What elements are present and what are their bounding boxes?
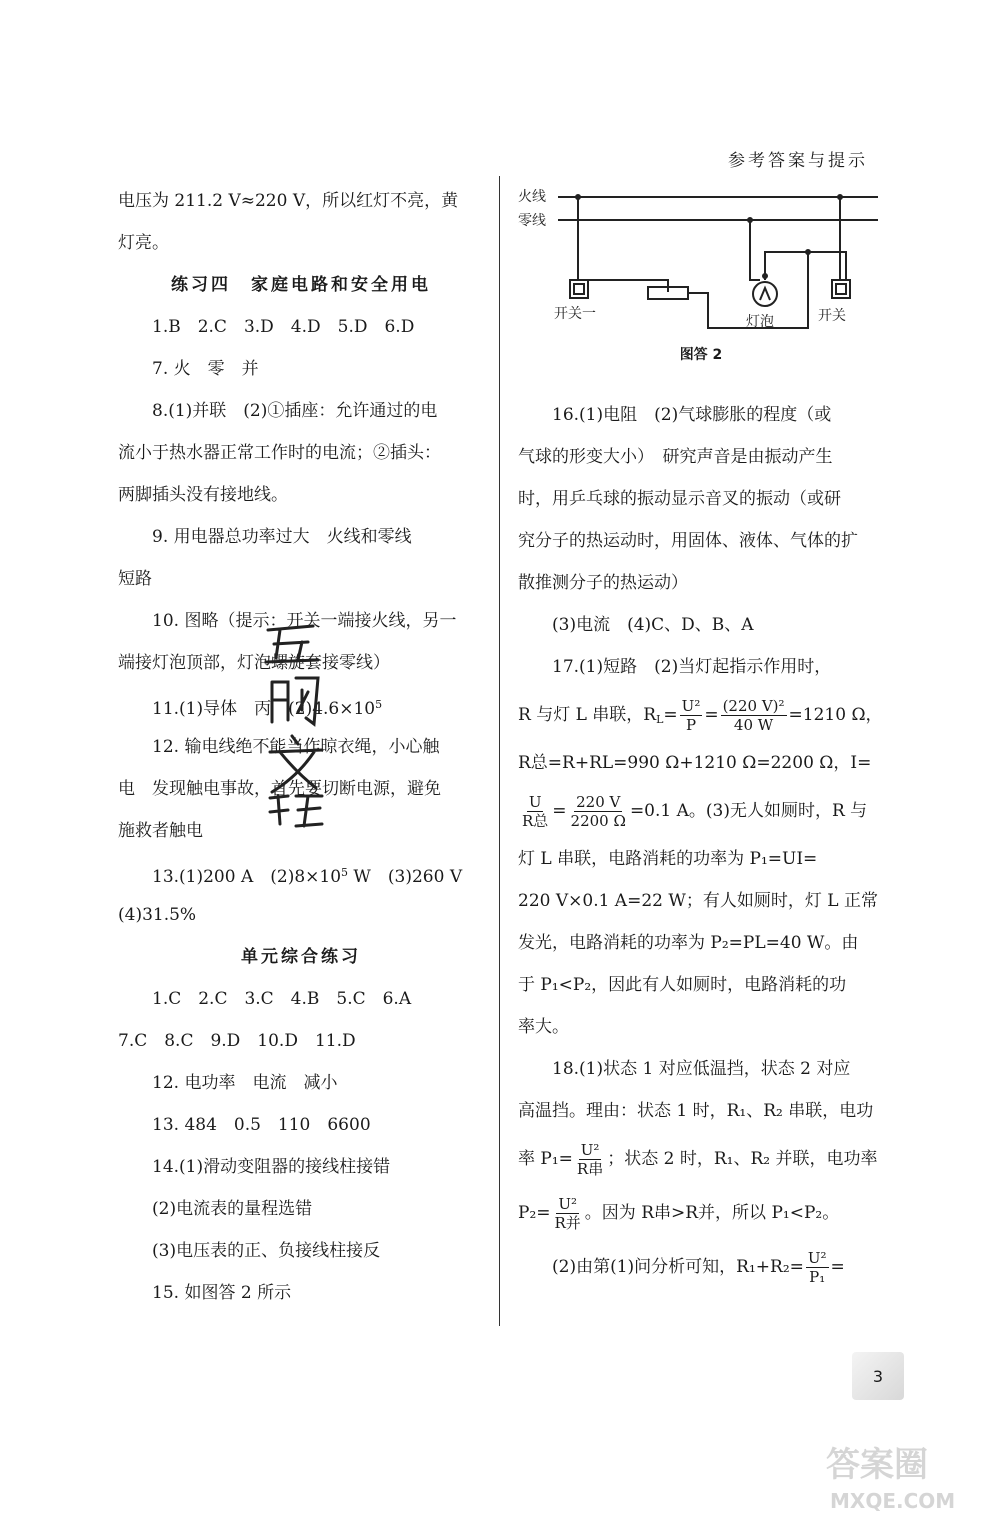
answer-line: 短路 [118,569,152,589]
numerator: U [528,793,542,811]
answer-line [118,852,484,894]
numerator: 220 V [576,793,621,811]
fraction [569,793,628,830]
denominator: R串 [576,1160,604,1178]
formula-text: (2)由第(1)问分析可知，R₁+R₂= [552,1257,804,1277]
watermark-site: MXQE.COM [830,1489,956,1513]
answer-text: 13.(1)200 A (2)8×10 [152,867,342,887]
numerator: U² [807,1249,827,1267]
page-number-tab [852,1352,904,1400]
formula-line [518,1132,884,1186]
formula-text: R 与灯 L 串联，R [518,705,657,725]
watermark-brand: 答案圈 [826,1445,928,1485]
switch-two-label: 开关 [818,308,846,324]
answer-text: 11.(1)导体 丙 (2)4.6×10 [152,699,376,719]
answer-line: 14.(1)滑动变阻器的接线柱接错 [152,1157,391,1177]
section-title: 单元综合练习 [241,947,361,967]
neutral-wire-label: 零线 [518,213,546,229]
answer-line: 16.(1)电阻 (2)气球膨胀的程度（或 [552,405,832,425]
formula-line: $\frac{U}{\text{R总}}$ = $\frac{220 V}{2200 \Omega}$ =0.1 A。(3)无人如厕时，R 与 [522,793,868,830]
switch-one-label: 开关一 [554,306,596,322]
text-line: 灯亮。 [118,233,169,253]
answer-line: 10. 图略（提示：开关一端接火线，另一 [152,611,457,631]
column-divider [499,176,500,1326]
denominator: R总 [522,812,549,830]
answer-line: 施救者触电 [118,821,203,841]
answer-line: 12. 输电线绝不能当作晾衣绳，小心触 [152,737,440,757]
formula-line: R 与灯 L 串联，$R_L=$ $\frac{\text{U²}}{P}$ = $\frac{\text{(220 V)²}}{40 W}$ =1210 Ω， [518,697,883,734]
bulb-label: 灯泡 [746,314,774,330]
fraction [680,697,703,734]
formula-text: 率 P₁= [518,1149,573,1169]
answer-line: (2)电流表的量程选错 [152,1199,313,1219]
numerator: U² [681,697,701,715]
answer-line: 13. 484 0.5 110 6600 [152,1115,371,1135]
fraction [553,1195,583,1232]
denominator: 40 W [733,716,774,734]
figure-caption: 图答 2 [679,347,723,363]
numerator: U² [580,1141,600,1159]
answer-line: 7. 火 零 并 [152,359,259,379]
formula-line: R总=R+RL=990 Ω+1210 Ω=2200 Ω，I= [518,753,872,773]
answer-line: 220 V×0.1 A=22 W；有人如厕时，灯 L 正常 [518,891,878,911]
switch-two-symbol [832,280,850,298]
formula-text: =0.1 A。(3)无人如厕时，R 与 [629,801,868,821]
exponent: 5 [375,698,383,711]
numerator: (220 V)² [722,697,785,715]
answer-line: 于 P₁<P₂，因此有人如厕时，电路消耗的功 [518,975,847,995]
answer-line: 气球的形变大小） 研究声音是由振动产生 [518,447,833,467]
answer-line: 率大。 [518,1017,569,1037]
handwritten-note [258,612,338,832]
answer-line: 两脚插头没有接地线。 [118,485,288,505]
answer-line: 15. 如图答 2 所示 [152,1283,292,1303]
fraction [575,1141,605,1178]
page-number: 3 [872,1366,884,1386]
denominator: P [685,716,697,734]
formula-line [518,1240,884,1294]
fraction [721,697,787,734]
formula-text: ；状态 2 时，R₁、R₂ 并联，电功率 [607,1149,878,1169]
answer-line: 电 发现触电事故，首先要切断电源，避免 [118,779,441,799]
answer-line: 18.(1)状态 1 对应低温挡，状态 2 对应 [552,1059,851,1079]
switch-one-symbol [570,280,588,298]
answer-line: 时，用乒乓球的振动显示音叉的振动（或研 [518,489,841,509]
formula-text: = [830,1257,845,1277]
text-line: 电压为 211.2 V≈220 V，所以红灯不亮，黄 [118,191,459,211]
denominator: R并 [554,1214,581,1232]
section-title: 练习四 家庭电路和安全用电 [171,275,431,295]
formula-line [518,1186,884,1240]
formula-text: P₂= [518,1203,551,1223]
denominator: P₁ [809,1268,826,1286]
answer-line: 17.(1)短路 (2)当灯起指示作用时， [552,657,832,677]
right-column [518,394,884,1294]
numerator: U² [558,1195,577,1213]
answer-line: 流小于热水器正常工作时的电流；②插头： [118,443,441,463]
formula-text: =1210 Ω， [788,705,883,725]
denominator: 2200 Ω [570,812,626,830]
live-wire-label: 火线 [518,189,546,205]
exponent: 5 [341,866,349,879]
formula-text: = [663,705,678,725]
answer-line: 8.(1)并联 (2)①插座：允许通过的电 [152,401,438,421]
answer-line: 散推测分子的热运动） [518,573,688,593]
header-title: 参考答案与提示 [728,151,868,171]
answer-line: 端接灯泡顶部，灯泡螺旋套接零线） [118,653,390,673]
answer-line: 1.C 2.C 3.C 4.B 5.C 6.A [152,989,412,1009]
answer-line: (4)31.5% [118,905,197,925]
fraction [806,1249,829,1286]
fraction [520,793,550,830]
answer-line: 灯 L 串联，电路消耗的功率为 P₁=UI= [518,849,818,869]
answer-line: 12. 电功率 电流 减小 [152,1073,338,1093]
watermark-logo [820,1436,970,1516]
answer-line: 7.C 8.C 9.D 10.D 11.D [118,1031,356,1051]
answer-text: W (3)260 V [348,867,463,887]
answer-line: 究分子的热运动时，用固体、液体、气体的扩 [518,531,858,551]
answer-line: 发光，电路消耗的功率为 P₂=PL=40 W。由 [518,933,859,953]
answer-line: 高温挡。理由：状态 1 时，R₁、R₂ 串联，电功 [518,1101,874,1121]
formula-text: 。因为 R串>R并，所以 P₁<P₂。 [584,1203,840,1223]
answer-line: 9. 用电器总功率过大 火线和零线 [152,527,412,547]
answer-line: (3)电流 (4)C、D、B、A [552,615,754,635]
answer-line: (3)电压表的正、负接线柱接反 [152,1241,381,1261]
answer-line: 1.B 2.C 3.D 4.D 5.D 6.D [152,317,415,337]
